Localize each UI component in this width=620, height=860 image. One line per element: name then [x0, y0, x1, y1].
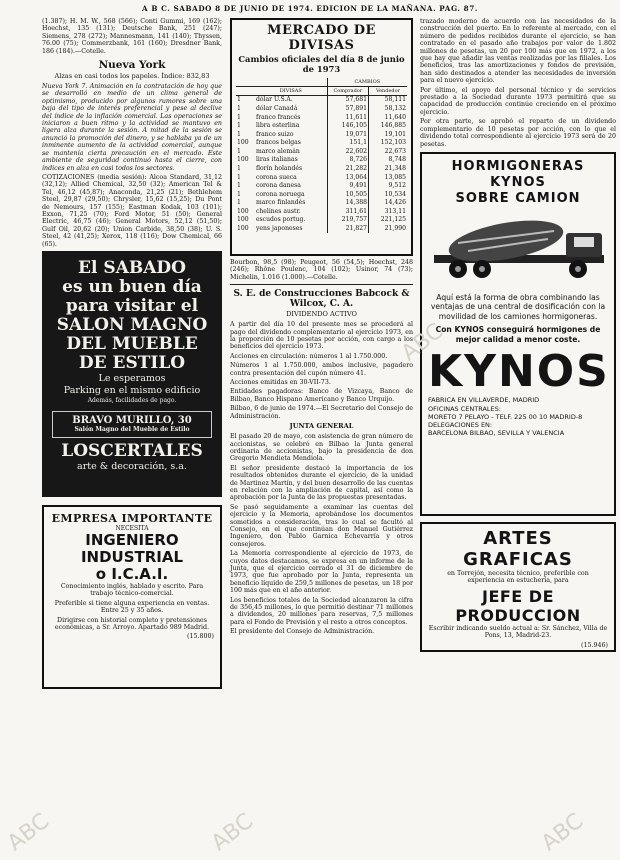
- divisa-vendedor: 13,085: [368, 173, 407, 182]
- ny-cotizaciones: COTIZACIONES (media sesión): Alcoa Standard, 31,12 (32,12); Allied Chemical, 32,50 (32); American Tel & Tel, 46,12 (45,87); Anaconda, 21,25 (21); Bethlehem Steel, 29,87 (29,50); Chrysler, 15,62 (15,25); Du Pont de Nemours, 157 (155); Eastman Kodak, 103 (101); Exxon, 71,25 (70); Ford Motor, 51 (50); General Electric, 46,75 (46); General Motors, 52,12 (51,50); Gulf Oil, 20,62 (20); Union Carbide, 38,50 (38); U. S. Steel, 42 (41,25); Xerox, 118 (116); Dow Chemical, 66 (65).: [42, 173, 222, 248]
- divisa-vendedor: 14,426: [368, 199, 407, 208]
- divisa-comprador: 219,757: [327, 216, 368, 225]
- divisa-name: corona noruega: [255, 190, 305, 198]
- divisa-row: [236, 225, 407, 234]
- divisa-vendedor: 58,111: [368, 96, 407, 105]
- artes-graficas-ad: [420, 522, 616, 652]
- nueva-york-subtitle: Alzas en casi todos los papeles. Índice: 832,83: [54, 72, 210, 81]
- divisa-vendedor: 19,101: [368, 130, 407, 139]
- babcock-paragraph: A partir del día 10 del presente mes se procederá al pago del dividendo complementario al ejercicio 1973, en la proporción de 10 pesetas por acción, con cargo a los beneficios del ejercicio 1973.: [230, 321, 413, 351]
- column-3: [420, 18, 616, 652]
- ad-line: Parking en el mismo edificio: [63, 384, 201, 396]
- article-continuation-2: Por último, el apoyo del personal técnico y de servicios prestado a la Sociedad durante 1973 permitirá que su capacidad de producción continúe creciendo en el próximo ejercicio.: [420, 86, 616, 116]
- artes-text: en Torrejón, necesita técnico, preferible con experiencia en estuchería, para: [447, 569, 589, 585]
- kynos-headline-3: SOBRE CAMION: [455, 190, 581, 206]
- divisa-comprador: 57,681: [327, 96, 368, 105]
- divisa-name: florín holandés: [255, 165, 303, 173]
- ad-ref: (15.800): [187, 633, 214, 641]
- ad-heading: EMPRESA IMPORTANTE: [51, 511, 213, 525]
- divisa-vendedor: 21,348: [368, 165, 407, 174]
- ad-text: Conocimiento inglés, hablado y escrito. Para trabajo técnico-comercial.: [60, 582, 204, 598]
- divisa-name: corona danesa: [255, 182, 301, 190]
- junta-paragraph: El presidente del Consejo de Administración.: [230, 628, 375, 636]
- concrete-mixer-truck-icon: [428, 211, 612, 285]
- divisa-units: 1: [237, 147, 241, 155]
- mercado-divisas-box: [230, 18, 413, 256]
- kynos-logo: KYNOS: [428, 346, 610, 398]
- ad-line: Además, facilidades de pago.: [87, 396, 177, 404]
- ad-line: El SABADO: [78, 257, 186, 278]
- divisa-units: 1: [237, 122, 241, 130]
- divisa-comprador: 21,827: [327, 225, 368, 234]
- babcock-paragraph: Acciones emitidas en 30-VII-73.: [230, 379, 331, 387]
- loscertales-logo: LOSCERTALES: [61, 440, 203, 461]
- babcock-paragraph: Números 1 al 1.750.000, ambos inclusive, pagadero contra presentación del cupón número 41.: [230, 362, 413, 377]
- divisa-vendedor: 9,512: [368, 182, 407, 191]
- bravo-murillo-box: [52, 411, 212, 438]
- divisas-subtitle: Cambios oficiales del día 8 de junio de 1973: [238, 54, 405, 74]
- kynos-offices-label: OFICINAS CENTRALES:: [428, 404, 501, 413]
- ad-job-title-2: o I.C.A.I.: [95, 564, 169, 583]
- ad-job-title: INGENIERO INDUSTRIAL: [80, 530, 184, 566]
- junta-paragraph: Los beneficios totales de la Sociedad alcanzaron la cifra de 356,45 millones, lo que permitió destinar 71 millones a dividendos, 20 millones para reservas, 7,5 millones para el Fondo de Previsión y el resto a otros conceptos.: [230, 596, 413, 626]
- divisa-name: yens japoneses: [255, 225, 303, 233]
- divisa-row: [236, 165, 407, 174]
- artes-job-title: JEFE DE PRODUCCION: [455, 586, 581, 625]
- abc-watermark: ABC: [397, 318, 449, 367]
- kynos-offices: MORETO 7 PELAYO - TELF. 225 00 10 MADRID-8: [428, 412, 583, 421]
- divisa-row: [236, 139, 407, 148]
- divisa-name: escudos portug.: [255, 216, 306, 224]
- divisa-units: 100: [237, 225, 249, 233]
- kynos-headline-2: KYNOS: [490, 174, 546, 190]
- divisa-name: marco alemán: [255, 147, 300, 155]
- divisa-comprador: 19,071: [327, 130, 368, 139]
- nueva-york-title: Nueva York: [98, 59, 166, 72]
- divisa-name: liras italianas: [255, 156, 298, 164]
- babcock-paragraph: Bilbao, 6 de junio de 1974.—El Secretario del Consejo de Administración.: [230, 405, 413, 420]
- divisa-name: libra esterlina: [255, 122, 300, 130]
- divisa-vendedor: 8,748: [368, 156, 407, 165]
- divisa-name: chelines austr.: [255, 207, 301, 215]
- babcock-subtitle: DIVIDENDO ACTIVO: [286, 310, 357, 319]
- divisa-row: [236, 122, 407, 131]
- divisa-comprador: 57,891: [327, 105, 368, 114]
- junta-paragraph: La Memoria correspondiente al ejercicio de 1973, de cuyos datos destacamos, se expresa en un informe de la Junta, que el ejercicio cerrado el 31 de diciembre de 1973, que fue aprobado por la Junta, representa un beneficio líquido de 259,5 millones de pesetas, un 18 por 100 más que en el año anterior.: [230, 550, 413, 595]
- divisa-row: [236, 113, 407, 122]
- divisa-name: francos belgas: [255, 139, 301, 147]
- nueva-york-body: Nueva York 7. Animación en la contratación de hoy que se desarrolló en medio de un clima general de optimismo, producido por algunos rumores sobre una baja del tipo de interés preferencial y pese al declive del índice de la inflación comercial. Las operaciones se iniciaron a buen ritmo y la actividad se mantuvo en ligera alza durante la sesión. A mitad de la sesión se anunció la promoción del dinero, y se hablaba ya de un inminente aumento de la actividad comercial, aunque se mantenía cierta precaución en el mercado. Este ambiente de seguridad continuó hasta el cierre, con índices en alza en casi todos los sectores.: [42, 83, 222, 172]
- bravo-sub: Salón Magno del Mueble de Estilo: [74, 425, 190, 433]
- kynos-ad: [420, 152, 616, 516]
- divisa-units: 1: [237, 113, 241, 121]
- cambios-header: CAMBIOS: [327, 78, 407, 87]
- divisa-comprador: 151,1: [327, 139, 368, 148]
- divisa-vendedor: 146,885: [368, 122, 407, 131]
- kynos-text: Aquí está la forma de obra combinando las ventajas de una central de dosificación con la movilidad de los camiones hormigoneras.: [430, 292, 606, 321]
- junta-body: [230, 433, 413, 636]
- frankfurt-quotes: (1.387); H. M. W., 568 (566); Conti Gummi, 169 (162); Hoechst, 135 (131); Deutsche Bank, 251 (247); Siemens, 278 (272); Mannesmann, 141 (140); Thyssen, 76.00 (75); Commerzbank, 161 (160); Dresdner Bank, 186 (184).—Cotelle.: [42, 18, 222, 55]
- kynos-text-2: Con KYNOS conseguirá hormigones de mejor calidad a menor coste.: [435, 325, 601, 344]
- artes-heading: ARTES GRAFICAS: [463, 527, 573, 570]
- divisas-title: MERCADO DE DIVISAS: [267, 23, 376, 53]
- divisa-name: dólar Canadá: [255, 104, 298, 112]
- ad-text: Dirigirse con historial completo y pretensiones económicas, a Sr. Arroyo. Apartado 989 Madrid.: [54, 616, 210, 631]
- abc-watermark: ABC: [3, 808, 55, 857]
- divider: [230, 284, 413, 285]
- vendedor-header: Vendedor: [368, 87, 407, 96]
- divisa-units: 100: [237, 207, 249, 215]
- divisa-name: marco finlandés: [255, 199, 306, 207]
- divisa-row: [236, 208, 407, 217]
- kynos-factory: FABRICA EN VILLAVERDE, MADRID: [428, 396, 540, 405]
- kynos-delegations-label: DELEGACIONES EN:: [428, 421, 493, 430]
- column-1: [42, 18, 222, 689]
- ad-line: para visitar el: [65, 295, 199, 316]
- divisa-comprador: 9,491: [327, 182, 368, 191]
- divisa-row: [236, 199, 407, 208]
- ad-necesita: NECESITA: [115, 524, 149, 532]
- paris-quotes: Bourbon, 98,5 (98); Peugeot, 56 (54,5); Hoechst, 248 (246); Rhône Poulenc, 104 (102); Usinor, 74 (73); Michelin, 1.016 (1.000).—Cotelle.: [230, 259, 413, 281]
- loscertales-tagline: arte & decoración, s.a.: [77, 460, 187, 472]
- ad-text: Preferible si tiene alguna experiencia en ventas. Entre 25 y 35 años.: [54, 599, 210, 615]
- kynos-delegations: BARCELONA BILBAO, SEVILLA Y VALENCIA: [428, 429, 565, 438]
- kynos-headline: HORMIGONERAS: [451, 158, 585, 174]
- divisa-vendedor: 313,11: [368, 208, 407, 217]
- divisas-header: DIVISAS: [255, 87, 327, 96]
- divisa-row: [236, 156, 407, 165]
- divisa-comprador: 21,282: [327, 165, 368, 174]
- junta-title: JUNTA GENERAL: [289, 422, 354, 431]
- divisa-row: [236, 216, 407, 225]
- divisa-units: 100: [237, 216, 249, 224]
- divisa-row: [236, 147, 407, 156]
- divisa-comprador: 13,064: [327, 173, 368, 182]
- divisa-units: 1: [237, 104, 241, 112]
- ad-line: Le esperamos: [98, 372, 166, 384]
- page-header: A B C. SABADO 8 DE JUNIO DE 1974. EDICION DE LA MAÑANA. PAG. 87.: [142, 4, 478, 13]
- divisa-comprador: 146,105: [327, 122, 368, 131]
- divisa-comprador: 8,726: [327, 156, 368, 165]
- divisa-row: [236, 130, 407, 139]
- column-2: [230, 18, 413, 638]
- divisa-vendedor: 22,673: [368, 147, 407, 156]
- ad-line: DE ESTILO: [78, 352, 186, 373]
- ad-line: SALON MAGNO: [56, 314, 208, 335]
- divisa-row: [236, 182, 407, 191]
- divisa-comprador: 22,602: [327, 147, 368, 156]
- article-continuation-3: Por otra parte, se aprobó el reparto de un dividendo complementario de 10 pesetas por acción, con lo que el dividendo total correspondiente al ejercicio 1973 será de 20 pesetas.: [420, 118, 616, 148]
- bravo-address: BRAVO MURILLO, 30: [72, 414, 192, 426]
- artes-ref: (15.946): [581, 641, 608, 649]
- divisa-comprador: 11,611: [327, 113, 368, 122]
- artes-text-2: Escribir indicando sueldo actual a: Sr. Sánchez, Villa de Pons, 13, Madrid-23.: [428, 624, 608, 640]
- divisa-units: 1: [237, 199, 241, 207]
- divisa-row: [236, 105, 407, 114]
- divisa-vendedor: 10,534: [368, 190, 407, 199]
- divisas-table: [236, 78, 407, 233]
- divisa-vendedor: 58,132: [368, 105, 407, 114]
- comprador-header: Comprador: [327, 87, 368, 96]
- divisa-units: 100: [237, 156, 249, 164]
- divisa-name: corona sueca: [255, 173, 297, 181]
- divisa-units: 1: [237, 182, 241, 190]
- divisa-units: 1: [237, 173, 241, 181]
- divisa-comprador: 10,505: [327, 190, 368, 199]
- divisa-vendedor: 21,990: [368, 225, 407, 234]
- babcock-paragraph: Acciones en circulación: números 1 al 1.750.000.: [230, 352, 388, 360]
- divisa-units: 100: [237, 139, 249, 147]
- divisa-units: 1: [237, 165, 241, 173]
- babcock-paragraph: Entidades pagadoras: Banco de Vizcaya, Banco de Bilbao, Banco Hispano Americano y Banco Urquijo.: [230, 388, 413, 403]
- junta-paragraph: El señor presidente destacó la importancia de los resultados obtenidos durante el ejercicio, de la unidad de Martinez Martín, y del buen desarrollo de las cuentas en relación con la ampliación de capital, así como la aprobación por la Junta de las propuestas presentadas.: [230, 464, 413, 502]
- divisa-vendedor: 152,103: [368, 139, 407, 148]
- divisa-row: [236, 96, 407, 105]
- divisa-units: 1: [237, 190, 241, 198]
- divisa-row: [236, 190, 407, 199]
- ad-line: es un buen día: [62, 276, 202, 297]
- divisa-units: 1: [237, 96, 241, 104]
- article-continuation: trazado moderno de acuerdo con las necesidades de la construcción del puerto. En lo referente al mercado, con el número de pedidos recibidos durante el ejercicio, se han contratado en el pasado año trabajos por valor de 1.802 millones de pesetas, un 20 por 100 más que en 1972, a los que hay que añadir las ventas realizadas por las filiales. Los beneficios, tras las amortizaciones y fondos de previsión, han sido destinados a atender las necesidades de inversión para el nuevo ejercicio.: [420, 18, 616, 85]
- divisa-vendedor: 221,125: [368, 216, 407, 225]
- abc-watermark: ABC: [537, 808, 589, 857]
- divisa-comprador: 311,61: [327, 208, 368, 217]
- divisa-name: franco francés: [255, 113, 301, 121]
- divisa-vendedor: 11,640: [368, 113, 407, 122]
- salon-magno-ad: [42, 251, 222, 497]
- babcock-title: S. E. de Construcciones Babcock & Wilcox, C. A.: [233, 289, 410, 310]
- divisa-name: franco suizo: [255, 130, 294, 138]
- abc-watermark: ABC: [207, 808, 259, 857]
- divisa-units: 1: [237, 130, 241, 138]
- babcock-body: [230, 321, 413, 420]
- divisas-rows: [236, 96, 407, 234]
- ad-line: DEL MUEBLE: [66, 333, 198, 354]
- divisa-name: dólar U.S.A.: [255, 96, 293, 104]
- junta-paragraph: El pasado 20 de mayo, con asistencia de gran número de accionistas, se celebró en Bilbao la Junta general ordinaria de accionistas, bajo la presidencia de don Gregorio Mendieta Mendiola.: [230, 433, 413, 463]
- divisa-row: [236, 173, 407, 182]
- junta-paragraph: Se pasó seguidamente a examinar las cuentas del ejercicio y la Memoria, aprobándose los documentos sometidos a consideración, tras lo cual se facultó al Consejo, en el que continúan don Manuel Gutiérrez Ingeniero, don Pablo Garnica Echevarría y otros consejeros.: [230, 503, 413, 548]
- empresa-importante-ad: [42, 505, 222, 689]
- divisa-comprador: 14,388: [327, 199, 368, 208]
